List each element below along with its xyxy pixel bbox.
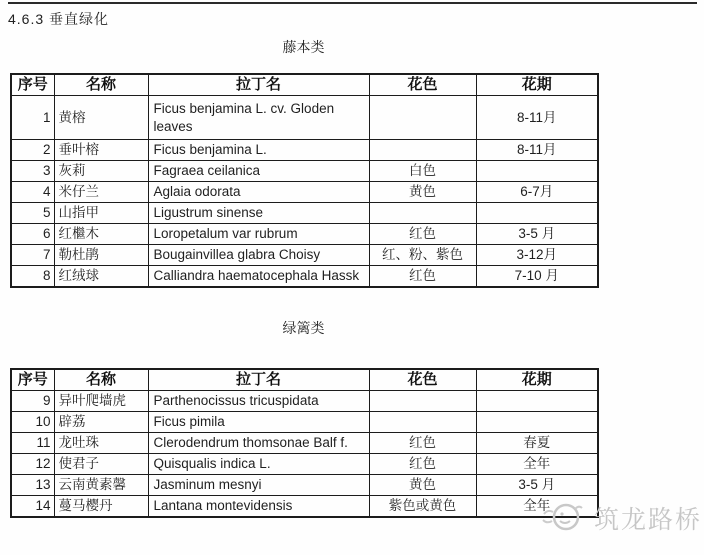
table-row [11, 266, 598, 287]
table-row [11, 161, 598, 182]
table-row [11, 496, 598, 517]
cell-seq: 2 [11, 140, 54, 161]
cell-seq: 1 [11, 96, 54, 140]
cell-name: 红檵木 [54, 224, 148, 245]
cell-flower-color [369, 412, 476, 433]
cell-flower-period: 全年 [476, 496, 598, 517]
cell-latin: Ficus benjamina L. cv. Gloden leaves [148, 96, 369, 140]
cell-flower-color: 黄色 [369, 475, 476, 496]
column-header-flower-period: 花期 [476, 74, 598, 96]
cell-name: 黄榕 [54, 96, 148, 140]
cell-flower-period: 3-12月 [476, 245, 598, 266]
cell-flower-period [476, 391, 598, 412]
cell-flower-color: 红色 [369, 224, 476, 245]
cell-seq: 13 [11, 475, 54, 496]
table-row [11, 203, 598, 224]
cell-latin: Parthenocissus tricuspidata [148, 391, 369, 412]
cell-seq: 9 [11, 391, 54, 412]
header-row [11, 74, 598, 96]
cell-name: 异叶爬墙虎 [54, 391, 148, 412]
cell-seq: 7 [11, 245, 54, 266]
cell-flower-period: 8-11月 [476, 96, 598, 140]
table-row [11, 454, 598, 475]
cell-latin: Ficus benjamina L. [148, 140, 369, 161]
cell-latin: Aglaia odorata [148, 182, 369, 203]
column-header-flower-period: 花期 [476, 369, 598, 391]
cell-name: 垂叶榕 [54, 140, 148, 161]
cell-latin: Quisqualis indica L. [148, 454, 369, 475]
cell-seq: 5 [11, 203, 54, 224]
table-row [11, 245, 598, 266]
cell-name: 米仔兰 [54, 182, 148, 203]
cell-flower-period: 3-5 月 [476, 475, 598, 496]
cell-flower-color: 紫色或黄色 [369, 496, 476, 517]
table-row [11, 391, 598, 412]
cell-flower-period: 3-5 月 [476, 224, 598, 245]
cell-flower-period [476, 412, 598, 433]
cell-flower-period [476, 161, 598, 182]
header-row [11, 369, 598, 391]
cell-name: 辟荔 [54, 412, 148, 433]
cell-name: 蔓马樱丹 [54, 496, 148, 517]
cell-seq: 8 [11, 266, 54, 287]
cell-flower-period: 6-7月 [476, 182, 598, 203]
cell-latin: Bougainvillea glabra Choisy [148, 245, 369, 266]
cell-name: 红绒球 [54, 266, 148, 287]
cell-name: 使君子 [54, 454, 148, 475]
cell-latin: Ligustrum sinense [148, 203, 369, 224]
cell-seq: 4 [11, 182, 54, 203]
table-row [11, 412, 598, 433]
table-row [11, 475, 598, 496]
cell-name: 勒杜鹃 [54, 245, 148, 266]
cell-seq: 11 [11, 433, 54, 454]
cell-name: 灰莉 [54, 161, 148, 182]
column-header-latin: 拉丁名 [148, 369, 369, 391]
column-header-flower-color: 花色 [369, 74, 476, 96]
column-header-latin: 拉丁名 [148, 74, 369, 96]
section-title: 4.6.3 垂直绿化 [8, 11, 110, 27]
cell-flower-period: 全年 [476, 454, 598, 475]
cell-flower-color [369, 140, 476, 161]
cell-flower-color: 红色 [369, 433, 476, 454]
column-header-seq: 序号 [11, 369, 54, 391]
table-row [11, 433, 598, 454]
cell-flower-period [476, 203, 598, 224]
table-row [11, 224, 598, 245]
column-header-flower-color: 花色 [369, 369, 476, 391]
cell-latin: Calliandra haematocephala Hassk [148, 266, 369, 287]
watermark [542, 500, 702, 536]
table-row [11, 182, 598, 203]
cell-latin: Ficus pimila [148, 412, 369, 433]
column-header-name: 名称 [54, 74, 148, 96]
cell-flower-color: 白色 [369, 161, 476, 182]
cell-latin: Jasminum mesnyi [148, 475, 369, 496]
watermark-text: 筑龙路桥 [593, 506, 702, 534]
column-header-seq: 序号 [11, 74, 54, 96]
cell-name: 云南黄素馨 [54, 475, 148, 496]
cell-flower-color [369, 203, 476, 224]
cell-flower-color: 红色 [369, 266, 476, 287]
cell-flower-color: 红、粉、紫色 [369, 245, 476, 266]
dragon-logo-icon [542, 500, 588, 536]
cell-seq: 6 [11, 224, 54, 245]
table-row [11, 140, 598, 161]
hedge-plants-table [10, 368, 599, 518]
cell-latin: Lantana montevidensis [148, 496, 369, 517]
column-header-name: 名称 [54, 369, 148, 391]
cell-latin: Fagraea ceilanica [148, 161, 369, 182]
cell-flower-color [369, 96, 476, 140]
hedge-table-caption: 绿篱类 [282, 320, 325, 336]
cell-latin: Loropetalum var rubrum [148, 224, 369, 245]
vine-table-caption: 藤本类 [282, 39, 325, 55]
cell-flower-period: 7-10 月 [476, 266, 598, 287]
cell-flower-color [369, 391, 476, 412]
cell-seq: 14 [11, 496, 54, 517]
top-rule [8, 2, 697, 4]
cell-flower-color: 红色 [369, 454, 476, 475]
cell-seq: 12 [11, 454, 54, 475]
cell-seq: 3 [11, 161, 54, 182]
cell-name: 龙吐珠 [54, 433, 148, 454]
cell-flower-period: 春夏 [476, 433, 598, 454]
cell-name: 山指甲 [54, 203, 148, 224]
cell-flower-period: 8-11月 [476, 140, 598, 161]
cell-flower-color: 黄色 [369, 182, 476, 203]
table-row [11, 96, 598, 140]
vine-plants-table [10, 73, 599, 288]
cell-seq: 10 [11, 412, 54, 433]
cell-latin: Clerodendrum thomsonae Balf f. [148, 433, 369, 454]
